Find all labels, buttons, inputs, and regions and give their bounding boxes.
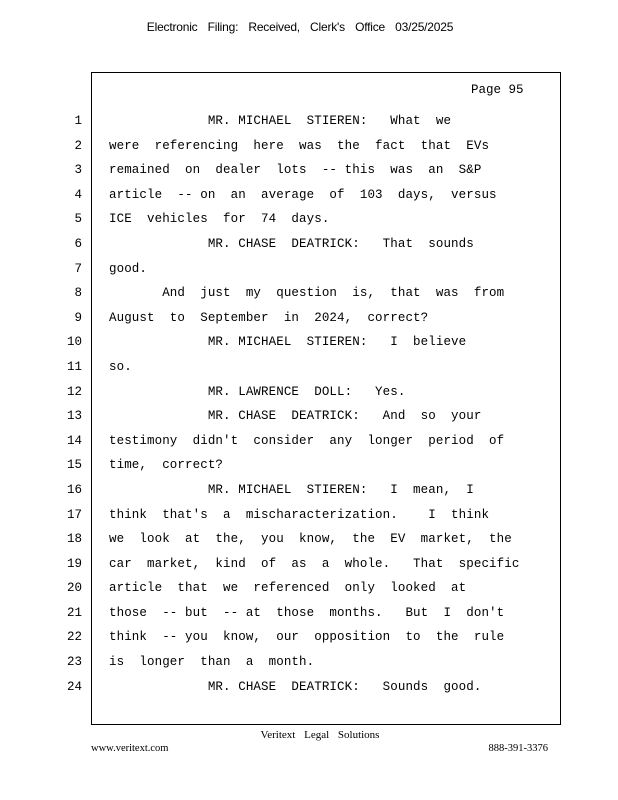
transcript-line: those -- but -- at those months. But I don't — [109, 605, 505, 620]
line-number: 4 — [74, 187, 82, 202]
transcript-line: MR. LAWRENCE DOLL: Yes. — [109, 384, 406, 399]
line-number: 9 — [74, 310, 82, 325]
footer-website: www.veritext.com — [91, 743, 169, 754]
line-number: 17 — [66, 507, 82, 522]
transcript-line: And just my question is, that was from — [109, 286, 505, 301]
line-number: 15 — [66, 458, 82, 473]
transcript-line: August to September in 2024, correct? — [109, 310, 429, 325]
page-number: Page 95 — [471, 83, 524, 97]
transcript-line: good. — [109, 261, 148, 276]
transcript-line: remained on dealer lots -- this was an S&P — [109, 163, 482, 178]
transcript-line: MR. CHASE DEATRICK: Sounds good. — [109, 679, 482, 694]
transcript-line: article that we referenced only looked at — [109, 581, 467, 596]
line-number: 16 — [66, 482, 82, 497]
transcript-line: MR. MICHAEL STIEREN: I believe — [109, 335, 467, 350]
line-number: 22 — [66, 630, 82, 645]
transcript-line: MR. CHASE DEATRICK: And so your — [109, 409, 482, 424]
transcript-body — [109, 112, 549, 702]
transcript-line: car market, kind of as a whole. That specific — [109, 556, 520, 571]
line-number: 7 — [74, 261, 82, 276]
footer-company: Veritext Legal Solutions — [260, 729, 380, 741]
line-number: 11 — [66, 359, 82, 374]
line-number: 10 — [66, 335, 82, 350]
line-number: 24 — [66, 679, 82, 694]
line-number: 14 — [66, 433, 82, 448]
line-number: 8 — [74, 286, 82, 301]
line-number: 18 — [66, 532, 82, 547]
transcript-line: MR. CHASE DEATRICK: That sounds — [109, 236, 474, 251]
transcript-line: time, correct? — [109, 458, 224, 473]
transcript-line: is longer than a month. — [109, 655, 315, 670]
line-number: 20 — [66, 581, 82, 596]
line-number-column — [60, 112, 82, 702]
transcript-line: MR. MICHAEL STIEREN: I mean, I — [109, 482, 474, 497]
transcript-line: so. — [109, 359, 132, 374]
transcript-line: think that's a mischaracterization. I think — [109, 507, 490, 522]
transcript-line: we look at the, you know, the EV market, the — [109, 532, 512, 547]
transcript-line: were referencing here was the fact that EVs — [109, 138, 490, 153]
transcript-line: article -- on an average of 103 days, versus — [109, 187, 497, 202]
line-number: 13 — [66, 409, 82, 424]
filing-header: Electronic Filing: Received, Clerk's Office 03/25/2025 — [146, 20, 454, 34]
transcript-line: think -- you know, our opposition to the rule — [109, 630, 505, 645]
line-number: 12 — [66, 384, 82, 399]
footer-phone: 888-391-3376 — [488, 743, 548, 754]
line-number: 5 — [74, 212, 82, 227]
line-number: 1 — [74, 114, 82, 128]
line-number: 3 — [74, 163, 82, 178]
transcript-line: MR. MICHAEL STIEREN: What we — [109, 114, 452, 128]
transcript-line: testimony didn't consider any longer period of — [109, 433, 505, 448]
transcript-line: ICE vehicles for 74 days. — [109, 212, 330, 227]
line-number: 23 — [66, 655, 82, 670]
line-number: 19 — [66, 556, 82, 571]
line-number: 2 — [74, 138, 82, 153]
line-number: 6 — [74, 236, 82, 251]
line-number: 21 — [66, 605, 82, 620]
